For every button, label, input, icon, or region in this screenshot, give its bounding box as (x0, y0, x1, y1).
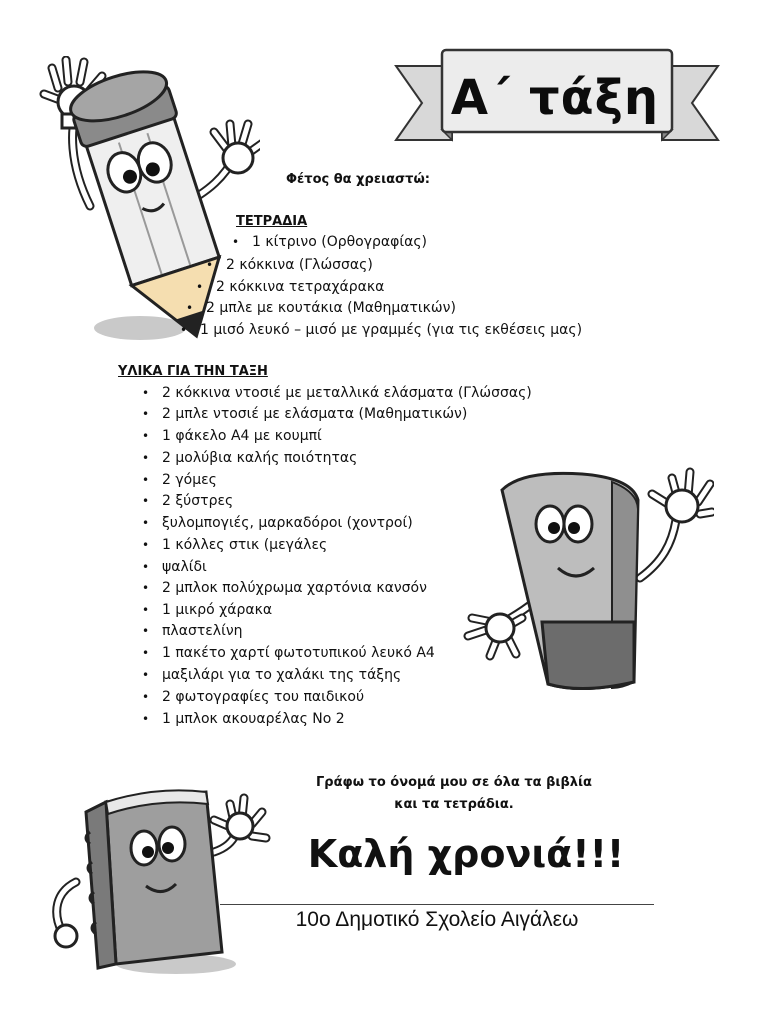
list-item: • 1 μπλοκ ακουαρέλας Νο 2 (142, 711, 345, 727)
list-item: • 2 κόκκινα (Γλώσσας) (206, 257, 373, 273)
list-item: • 2 μπλε με κουτάκια (Μαθηματικών) (186, 300, 456, 316)
name-note (296, 772, 612, 816)
supplies-heading: ΥΛΙΚΑ ΓΙΑ ΤΗΝ ΤΑΞΗ (118, 364, 268, 379)
list-item: • ξυλομπογιές, μαρκαδόροι (χοντροί) (142, 515, 413, 531)
list-item: • 2 ξύστρες (142, 493, 234, 509)
list-item: • 1 κόλλες στικ (μεγάλες (142, 537, 328, 553)
list-item: • 2 μπλοκ πολύχρωμα χαρτόνια κανσόν (142, 580, 427, 596)
school-name: 10ο Δημοτικό Σχολείο Αιγάλεω (295, 908, 579, 931)
list-item: • 2 μολύβια καλής ποιότητας (142, 450, 358, 466)
list-item: • πλαστελίνη (142, 623, 243, 639)
closing-greeting: Καλή χρονιά!!! (307, 832, 625, 876)
list-item: • 2 γόμες (142, 472, 217, 488)
page-title: Α΄ τάξη (450, 70, 660, 126)
intro-text: Φέτος θα χρειαστώ: (286, 172, 430, 187)
list-item: • 1 μισό λευκό – μισό με γραμμές (για τις εκθέσεις μας) (180, 322, 583, 338)
book-mascot-icon (46, 782, 276, 982)
list-item: • 2 φωτογραφίες του παιδικού (142, 689, 365, 705)
divider (220, 904, 654, 905)
list-item: • 2 κόκκινα ντοσιέ με μεταλλικά ελάσματα (Γλώσσας) (142, 385, 532, 401)
list-item: • μαξιλάρι για το χαλάκι της τάξης (142, 667, 402, 683)
note-line-1: Γράφω το όνομά μου σε όλα τα βιβλία (316, 775, 592, 790)
list-item: • 2 μπλε ντοσιέ με ελάσματα (Μαθηματικών) (142, 406, 468, 422)
list-item: • 1 κίτρινο (Ορθογραφίας) (232, 234, 428, 250)
notebooks-heading: ΤΕΤΡΑΔΙΑ (236, 214, 308, 229)
note-line-2: και τα τετράδια. (394, 797, 514, 812)
list-item: • 1 φάκελο Α4 με κουμπί (142, 428, 322, 444)
list-item: • 1 μικρό χάρακα (142, 602, 273, 618)
list-item: • 2 κόκκινα τετραχάρακα (196, 279, 385, 295)
list-item: • 1 πακέτο χαρτί φωτοτυπικού λευκό Α4 (142, 645, 435, 661)
eraser-mascot-icon (462, 462, 714, 698)
list-item: • ψαλίδι (142, 559, 207, 575)
